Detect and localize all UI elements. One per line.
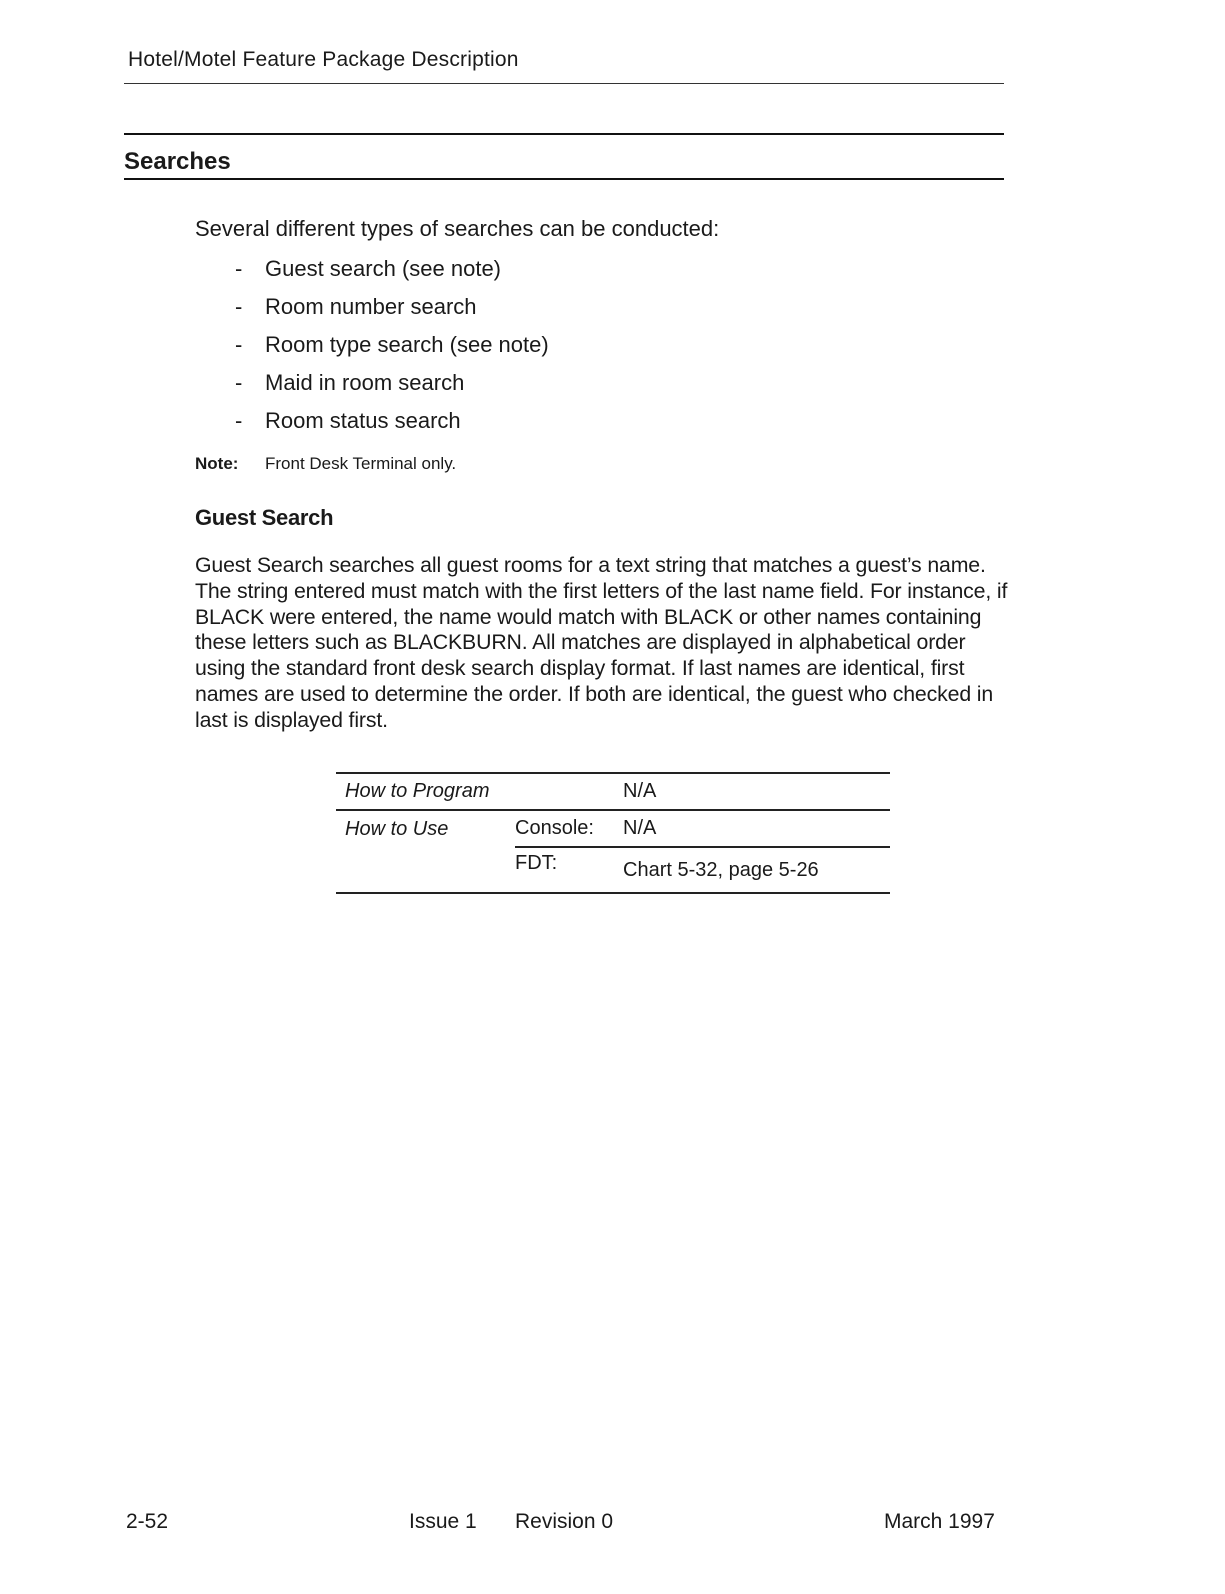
- fdt-value: Chart 5-32, page 5-26: [615, 847, 890, 893]
- note: [195, 454, 456, 474]
- list-item-text: Room type search (see note): [265, 332, 549, 357]
- bullet-dash: -: [235, 408, 243, 433]
- intro-text: Several different types of searches can be conducted:: [195, 216, 720, 241]
- bullet-dash: -: [235, 370, 243, 395]
- list-item: [235, 369, 549, 407]
- empty-cell: [336, 847, 515, 893]
- fdt-label: FDT:: [515, 847, 615, 893]
- table-row: [336, 847, 890, 893]
- guest-search-paragraph: Guest Search searches all guest rooms for a text string that matches a guest’s name. The string entered must match with the first letters of the last name field. For instance, if BLACK were entered, the name would match with BLACK or other names containing these letters such as BLACKBURN. All matches are displayed in alphabetical order using the standard front desk search display format. If last names are identical, first names are used to determine the order. If both are identical, the guest who checked in last is displayed first.: [195, 553, 1008, 732]
- running-header: Hotel/Motel Feature Package Description: [128, 48, 519, 71]
- list-item-text: Room number search: [265, 294, 477, 319]
- section-rule-bottom: [124, 178, 1004, 180]
- footer-issue: Issue 1: [409, 1510, 477, 1533]
- footer-revision: Revision 0: [515, 1510, 614, 1533]
- list-item-text: Guest search (see note): [265, 256, 502, 281]
- section-rule-top: [124, 133, 1004, 135]
- header-rule: [124, 83, 1004, 84]
- reference-table: [336, 772, 890, 894]
- how-to-use-label: How to Use: [345, 817, 449, 840]
- list-item: [235, 331, 549, 369]
- bullet-dash: -: [235, 294, 243, 319]
- section-title: Searches: [124, 148, 231, 175]
- empty-cell: [515, 773, 615, 810]
- footer-page-number: 2-52: [126, 1510, 169, 1533]
- note-text: Front Desk Terminal only.: [265, 454, 457, 473]
- table-row: [336, 773, 890, 810]
- list-item: [235, 407, 549, 445]
- console-label: Console:: [515, 810, 615, 847]
- bullet-dash: -: [235, 332, 243, 357]
- note-label: Note:: [195, 454, 239, 473]
- bullet-dash: -: [235, 256, 243, 281]
- list-item: [235, 255, 549, 293]
- how-to-program-label: How to Program: [336, 773, 515, 810]
- table-row: [336, 810, 890, 847]
- footer-date: March 1997: [884, 1510, 995, 1533]
- list-item-text: Room status search: [265, 408, 461, 433]
- list-item-text: Maid in room search: [265, 370, 465, 395]
- how-to-program-value: N/A: [615, 773, 890, 810]
- search-types-list: [235, 255, 549, 445]
- guest-search-heading: Guest Search: [195, 505, 334, 530]
- console-value: N/A: [615, 810, 890, 847]
- list-item: [235, 293, 549, 331]
